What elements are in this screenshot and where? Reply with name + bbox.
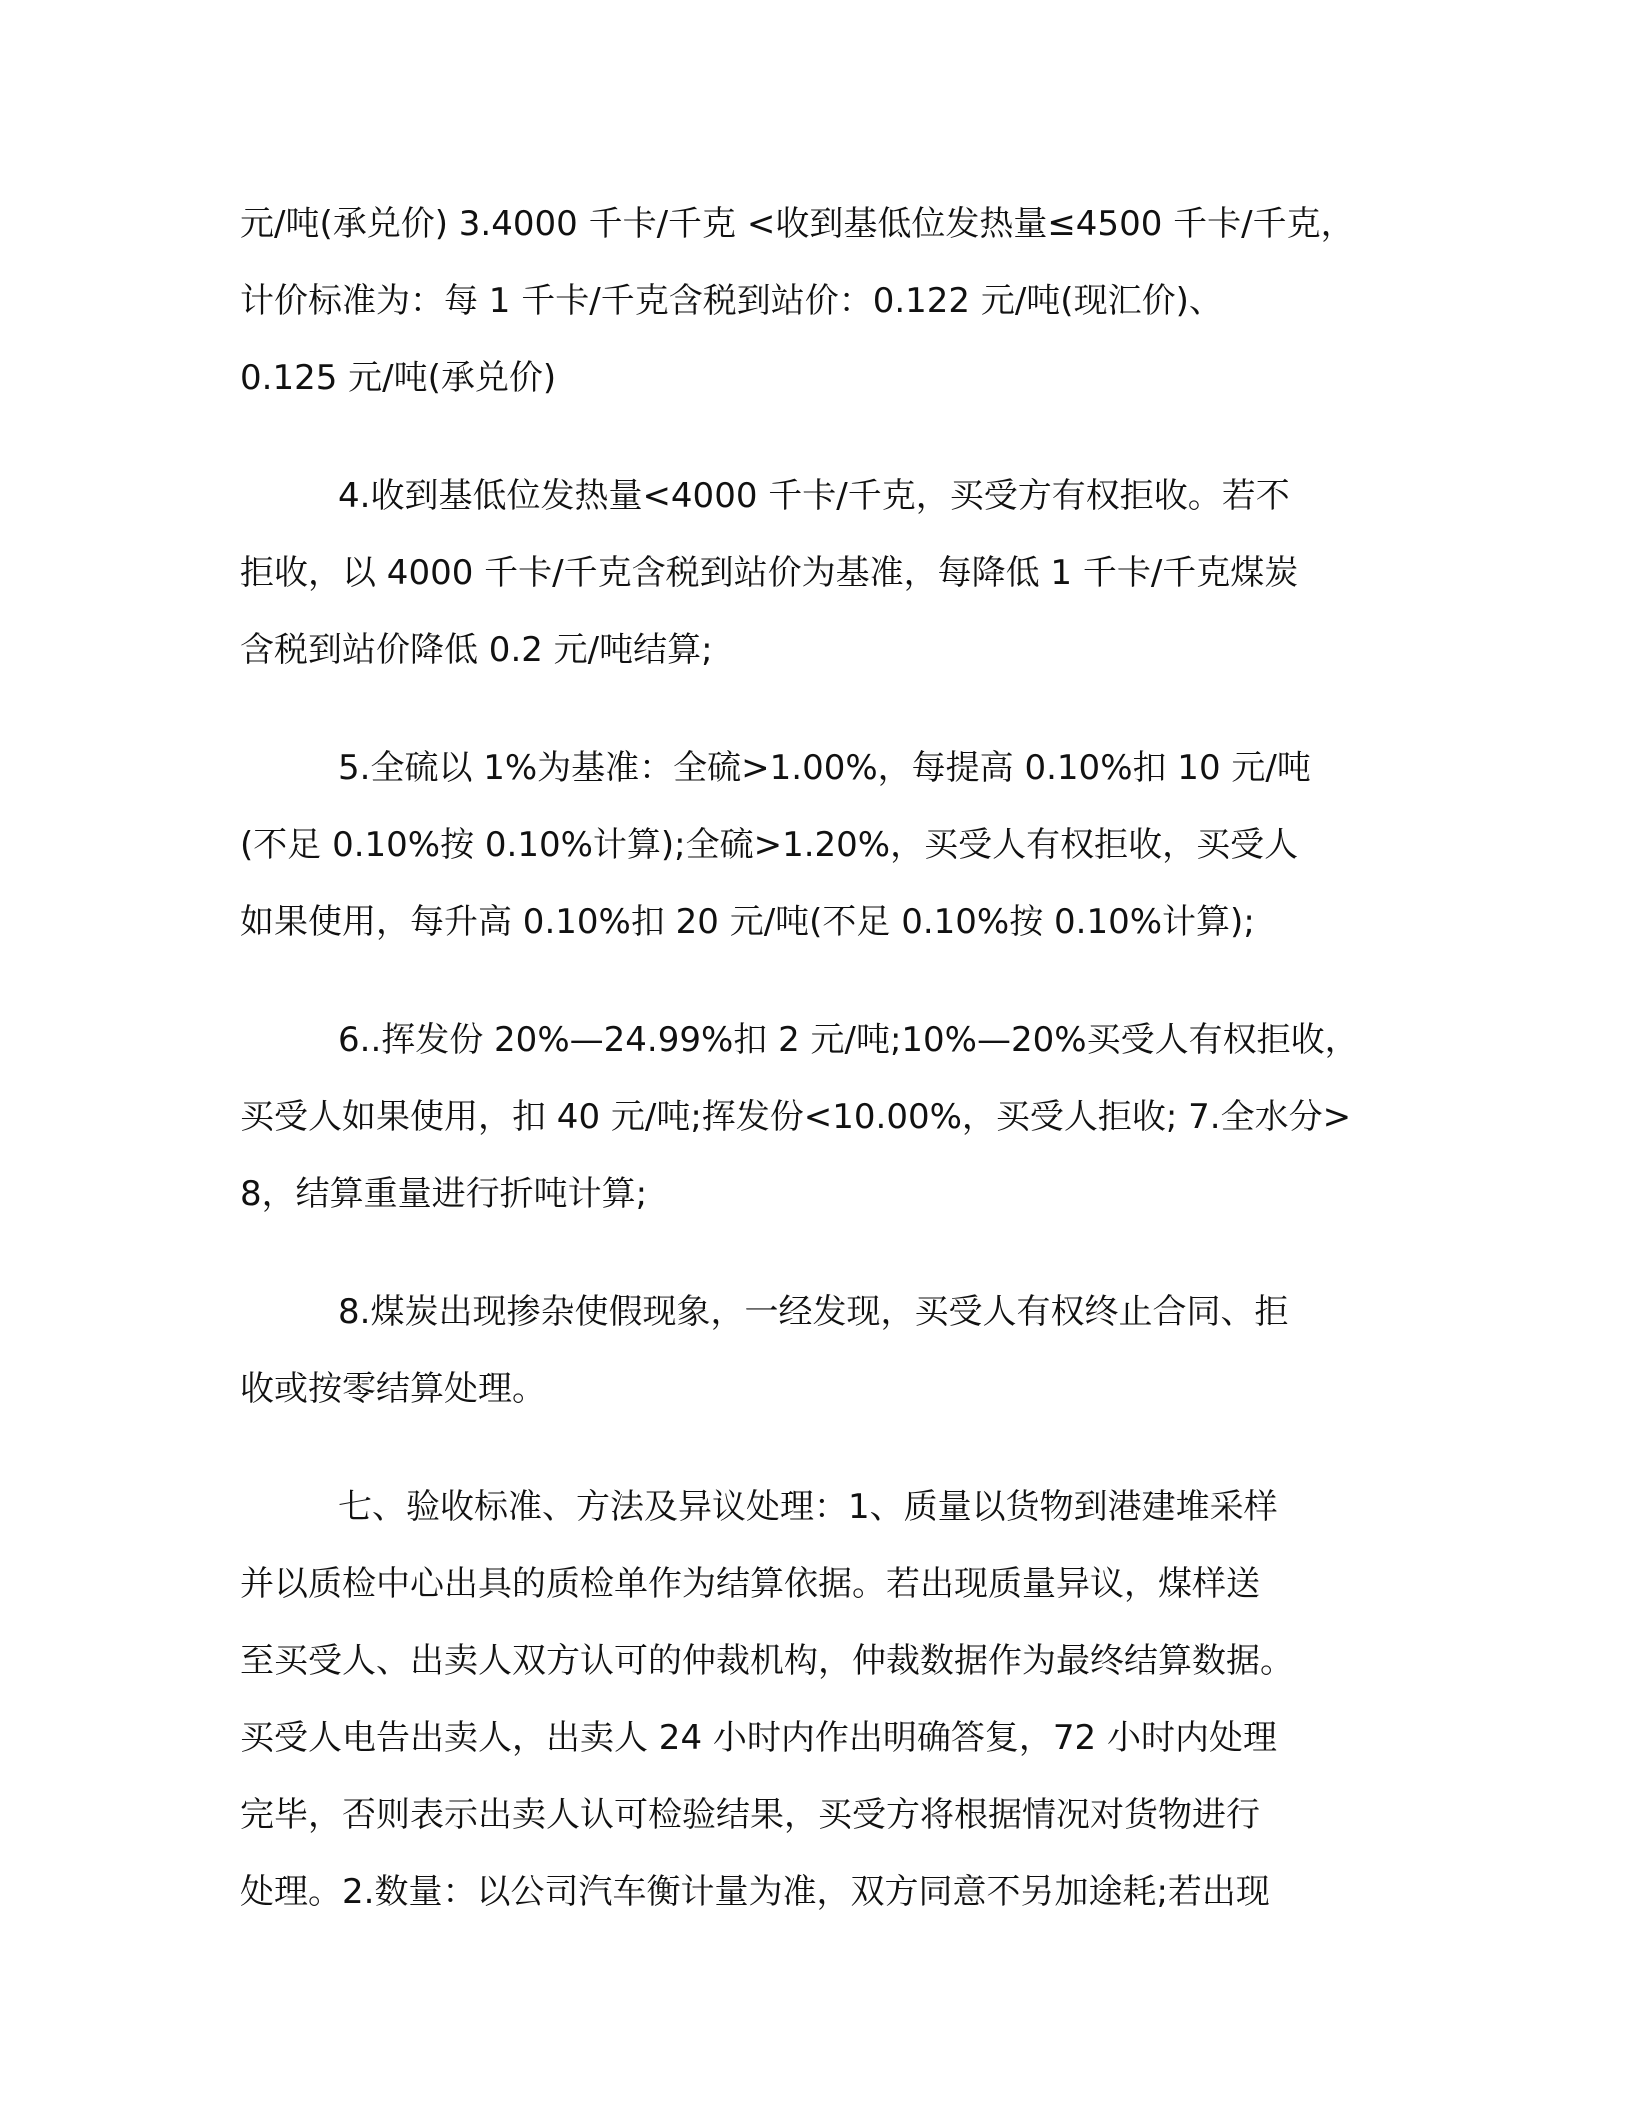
text-line: 计价标准为：每 1 千卡/千克含税到站价：0.122 元/吨(现汇价)、 <box>240 281 1223 321</box>
text-line: 至买受人、出卖人双方认可的仲裁机构，仲裁数据作为最终结算数据。 <box>240 1641 1294 1681</box>
text-line: 0.125 元/吨(承兑价) <box>240 358 557 398</box>
text-line: 8.煤炭出现掺杂使假现象，一经发现，买受人有权终止合同、拒 <box>338 1292 1289 1332</box>
text-line: 完毕，否则表示出卖人认可检验结果，买受方将根据情况对货物进行 <box>240 1795 1260 1835</box>
text-line: 处理。2.数量：以公司汽车衡计量为准，双方同意不另加途耗;若出现 <box>240 1872 1270 1912</box>
text-line: 8，结算重量进行折吨计算; <box>240 1174 648 1214</box>
paragraph-1 <box>240 186 1420 417</box>
text-line: (不足 0.10%按 0.10%计算);全硫>1.20%，买受人有权拒收，买受人 <box>240 825 1299 865</box>
paragraph-6 <box>240 1469 1420 1931</box>
paragraph-2 <box>240 458 1420 689</box>
text-line: 买受人如果使用，扣 40 元/吨;挥发份<10.00%，买受人拒收; 7.全水分> <box>240 1097 1352 1137</box>
text-line: 5.全硫以 1%为基准：全硫>1.00%，每提高 0.10%扣 10 元/吨 <box>338 748 1311 788</box>
text-line: 收或按零结算处理。 <box>240 1369 546 1409</box>
text-line: 如果使用，每升高 0.10%扣 20 元/吨(不足 0.10%按 0.10%计算); <box>240 902 1255 942</box>
text-line: 买受人电告出卖人，出卖人 24 小时内作出明确答复，72 小时内处理 <box>240 1718 1277 1758</box>
text-line: 拒收，以 4000 千卡/千克含税到站价为基准，每降低 1 千卡/千克煤炭 <box>240 553 1299 593</box>
text-line: 七、验收标准、方法及异议处理：1、质量以货物到港建堆采样 <box>338 1487 1278 1527</box>
text-line: 4.收到基低位发热量<4000 千卡/千克，买受方有权拒收。若不 <box>338 476 1290 516</box>
text-line: 并以质检中心出具的质检单作为结算依据。若出现质量异议，煤样送 <box>240 1564 1260 1604</box>
paragraph-3 <box>240 730 1420 961</box>
paragraph-5 <box>240 1274 1420 1428</box>
text-line: 含税到站价降低 0.2 元/吨结算; <box>240 630 713 670</box>
text-line: 6..挥发份 20%—24.99%扣 2 元/吨;10%—20%买受人有权拒收， <box>338 1020 1359 1060</box>
paragraph-4 <box>240 1002 1420 1233</box>
document-body <box>240 186 1420 1972</box>
text-line: 元/吨(承兑价) 3.4000 千卡/千克 <收到基低位发热量≤4500 千卡/千克， <box>240 204 1355 244</box>
